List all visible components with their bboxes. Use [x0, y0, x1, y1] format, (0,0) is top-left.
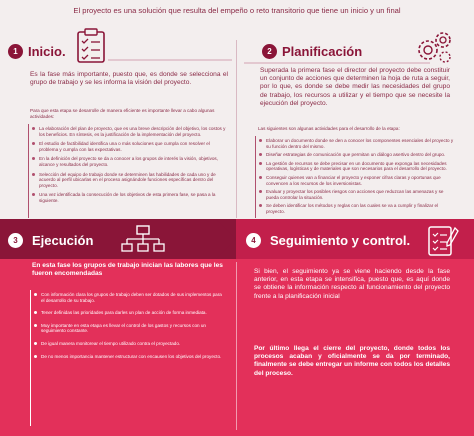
planificacion-sub: Las siguientes son algunas actividades para el desarrollo de la etapa: — [258, 126, 400, 131]
planificacion-lead: Superada la primera fase el director del proyecto debe constituir un conjunto de acciones que determinen la hoja de ruta a seguir, por lo que, es donde se debe medir las necesidades del grupo de trabajo, los recursos a utilizar y el tiempo que se necesite la ejecución del proyecto. — [260, 67, 450, 107]
ejecucion-list — [34, 292, 224, 366]
list-item: En la definición del proyecto se da a conocer a los grupos de interés la visión, objetivos, alcance y resultados del proyecto. — [32, 156, 228, 167]
list-item: Tener definidas las prioridades para darles un plan de acción de forma inmediata. — [34, 310, 224, 316]
seguimiento-lead: Si bien, el seguimiento ya se viene haciendo desde la fase anterior, en esta etapa se intensifica, puesto que, es aquí donde se obtiene la información respecto al funcionamiento del proyecto frente a la planificación inicial — [254, 268, 450, 300]
list-item: La elaboración del plan de proyecto, que es una breve descripción del objetivo, los costos y los beneficios. En síntesis, es la justificación de la implementación del proyecto. — [32, 126, 228, 137]
planificacion-number: 2 — [262, 44, 277, 59]
ejecucion-band-arrow — [216, 219, 236, 259]
inicio-header — [8, 44, 66, 59]
list-item: Se deben identificar los métodos y reglas con las cuales se va a cumplir y finalizar el proyecto. — [259, 203, 455, 214]
planificacion-bracket — [255, 136, 256, 218]
inicio-lead: Es la fase más importante, puesto que, es donde se selecciona el grupo de trabajo y se les informa la visión del proyecto. — [30, 71, 228, 87]
column-divider — [236, 40, 237, 218]
planificacion-header — [262, 44, 362, 59]
list-item: Selección del equipo de trabajo donde se determinen las habilidades de cada uno y de acuerdo al perfil ubicarlas en el proceso asignándole funciones específicas dentro del proyecto. — [32, 172, 228, 189]
list-item: Evaluar y proyectar los posibles riesgos con acciones que reduzcan las amenazas y se pueda controlar la situación. — [259, 189, 455, 200]
ejecucion-bracket — [30, 290, 31, 426]
planificacion-rule — [244, 61, 430, 65]
intro-text: El proyecto es una solución que resulta del empeño o reto transitorio que tiene un inicio y un final — [73, 6, 401, 15]
seguimiento-header — [246, 233, 410, 248]
inicio-number: 1 — [8, 44, 23, 59]
gears-icon — [414, 30, 454, 64]
list-item: La gestión de recursos se debe precisar en un documento que exponga las necesidades operativas, logísticas y de materiales que son necesarios para el desarrollo del proyecto. — [259, 161, 455, 172]
inicio-title: Inicio. — [28, 44, 66, 59]
list-item: Con información clara los grupos de trabajo deben ser dotados de sus implementos para el desarrollo de su trabajo. — [34, 292, 224, 303]
inicio-sub: Para que esta etapa se desarrolle de manera eficiente es importante llevar a cabo algunas actividades: — [30, 108, 215, 119]
list-item: Conseguir quienes van a financiar el proyecto y exponer cifras claras y oportunas que convencen a los recursos de los inversionistas. — [259, 175, 455, 186]
clipboard-checklist-icon — [76, 28, 106, 64]
list-item: De no menos importancia mantener estructurar con encausen los objetivos del proyecto. — [34, 354, 224, 360]
list-item: El estudio de factibilidad identifica una o más soluciones que cumpla con resolver el problema y cumpla con las expectativas. — [32, 141, 228, 152]
planificacion-title: Planificación — [282, 44, 363, 59]
seguimiento-number: 4 — [246, 233, 261, 248]
ejecucion-title: Ejecución — [32, 233, 94, 248]
inicio-rule — [108, 58, 232, 62]
list-item: Diseñar estrategias de comunicación que permitan un diálogo asertivo dentro del grupo. — [259, 152, 455, 158]
ejecucion-lead: En esta fase los grupos de trabajo inician las labores que les fueron encomendadas — [32, 262, 223, 278]
seguimiento-title: Seguimiento y control. — [270, 233, 411, 248]
inicio-list — [32, 126, 228, 208]
list-item: De igual manera monitorear el tiempo utilizado contra el proyectado. — [34, 341, 224, 347]
list-item: Elaborar un documento donde se den a conocer los componentes esenciales del proyecto y su función dentro del mismo. — [259, 138, 455, 149]
list-item: Una vez identificada la consecución de los objetivos de esta primera fase, se pasa a la siguiente. — [32, 192, 228, 203]
list-item: Muy importante en esta etapa es llevar el control de los gastos y recursos con un seguimiento constante. — [34, 323, 224, 334]
checklist-pencil-icon — [426, 222, 462, 258]
planificacion-list — [259, 138, 455, 218]
flowchart-icon — [120, 224, 166, 258]
ejecucion-header — [8, 233, 93, 248]
ejecucion-number: 3 — [8, 233, 23, 248]
bottom-divider — [236, 262, 237, 430]
seguimiento-closing: Por último llega el cierre del proyecto, donde todos los procesos acaban y oficialmente se da por terminado, finalmente se debe entregar un informe con todos los detalles del proceso. — [254, 345, 450, 377]
inicio-bracket — [28, 124, 29, 218]
